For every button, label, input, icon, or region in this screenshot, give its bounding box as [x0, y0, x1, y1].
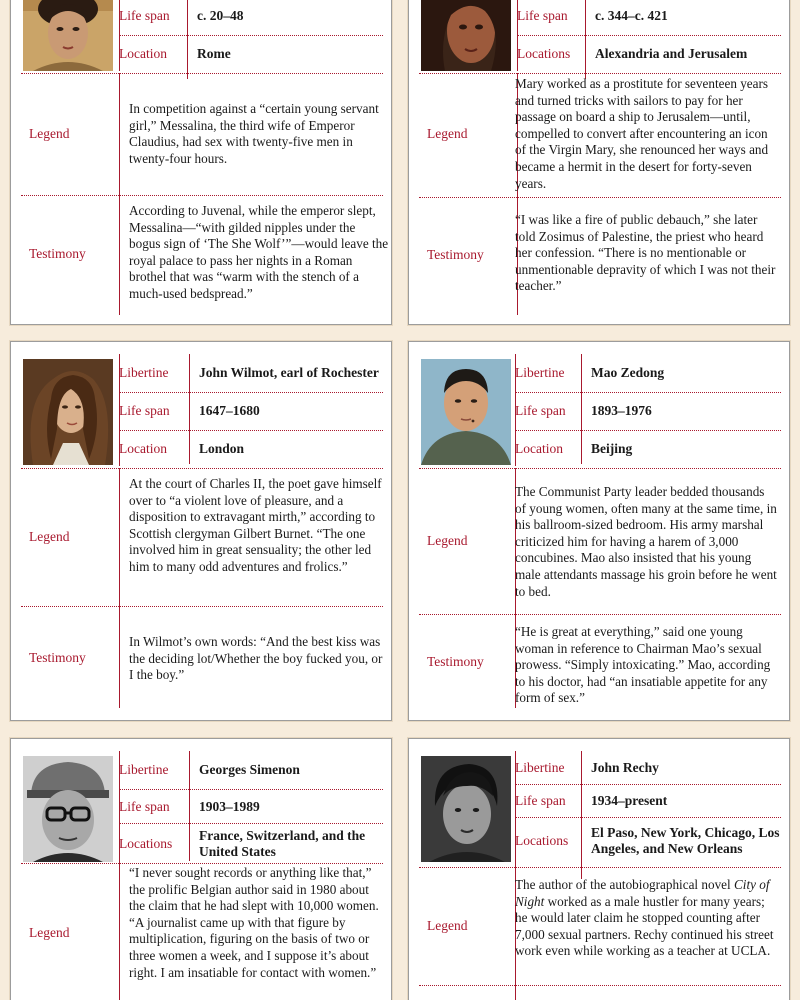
location-value: London	[199, 441, 245, 456]
libertine-row	[515, 356, 785, 390]
life-span-row	[119, 394, 389, 428]
location-row	[515, 432, 785, 466]
legend-text-post: worked as a male hustler for many years; he would later claim he stopped counting after 7,000 sexual partners. Rechy continued his street work even while working as a teacher at UCLA.	[515, 893, 774, 959]
testimony-text: According to Juvenal, while the emperor slept, Messalina—“with gilded nipples under the bogus sign of ‘The She Wolf’”—would leave the royal palace to pass her nights in a Roman brothel that was “warm with the stench of a much-used bedspread.”	[129, 203, 389, 301]
life-span-row	[515, 786, 785, 816]
life-span-row	[517, 0, 787, 33]
libertine-card-mary	[408, 0, 790, 325]
portrait-wilmot	[23, 359, 113, 465]
life-span-row	[515, 394, 785, 428]
libertine-name: John Wilmot, earl of Rochester	[199, 365, 379, 380]
location-row	[515, 819, 785, 863]
legend-text: The Communist Party leader bedded thousands of young women, often many at the same time, in his ballroom-sized bedroom. His army marshal criticized him for having a harem of 3,000 concubines. Mao also insisted that his young male attendants massage his groin before he went to bed.	[515, 484, 777, 599]
testimony-label: Testimony	[29, 650, 86, 665]
libertine-card-simenon	[10, 738, 392, 1000]
location-label: Location	[119, 441, 167, 456]
location-label: Location	[119, 46, 167, 61]
life-span-label: Life span	[515, 793, 566, 808]
libertine-card-messalina	[10, 0, 392, 325]
legend-label: Legend	[427, 533, 468, 548]
location-row	[119, 432, 389, 466]
locations-label: Locations	[517, 46, 571, 61]
testimony-text: “I was like a fire of public debauch,” she later told Zosimus of Palestine, the priest who heard her confession. “There is no mentionable or unmentionable depravity of which I was not their teacher.”	[515, 212, 776, 294]
libertine-label: Libertine	[119, 762, 169, 777]
location-value: Rome	[197, 46, 231, 61]
libertine-card-rechy	[408, 738, 790, 1000]
testimony-text: In Wilmot’s own words: “And the best kiss was the deciding lot/Whether the boy fucked you, or I the boy.”	[129, 634, 383, 683]
locations-label: Locations	[515, 833, 569, 848]
legend-text-pre: The author of the autobiographical novel	[515, 877, 731, 892]
location-row	[517, 37, 787, 71]
legend-label: Legend	[29, 126, 70, 141]
location-label: Location	[515, 441, 563, 456]
life-span-row	[119, 791, 389, 823]
life-span-value: 1647–1680	[199, 403, 260, 418]
legend-text: At the court of Charles II, the poet gave himself over to “a violent love of pleasure, and a disposition to extravagant mirth,” according to Scottish clergyman Gilbert Burnet. “The one involved him in great sensuality; the other led him to many odd adventures and frolics.”	[129, 476, 382, 574]
portrait-messalina	[23, 0, 113, 71]
libertine-name: Georges Simenon	[199, 762, 300, 777]
portrait-mary	[421, 0, 511, 71]
life-span-label: Life span	[119, 8, 170, 23]
libertine-label: Libertine	[515, 365, 565, 380]
libertine-name: John Rechy	[591, 760, 659, 775]
location-row	[119, 825, 389, 863]
libertine-card-wilmot	[10, 341, 392, 721]
location-value: Beijing	[591, 441, 633, 456]
testimony-text: “He is great at everything,” said one young woman in reference to Chairman Mao’s sexual prowess. “Simply intoxicating.” Mao, according to his doctor, had “an insatiable appetite for any form of sex.”	[515, 624, 771, 706]
libertine-label: Libertine	[119, 365, 169, 380]
legend-text: Mary worked as a prostitute for seventeen years and turned tricks with sailors to pay for her passage on board a ship to Jerusalem—until, compelled to convert after encountering an icon of the Virgin Mary, she renounced her ways and became a hermit in the desert for forty-seven years.	[515, 76, 769, 191]
legend-label: Legend	[427, 126, 468, 141]
legend-text	[515, 877, 777, 960]
libertine-row	[119, 753, 389, 787]
life-span-value: 1903–1989	[199, 799, 260, 814]
testimony-label: Testimony	[427, 654, 484, 669]
legend-label: Legend	[427, 918, 468, 933]
life-span-label: Life span	[119, 799, 170, 814]
book-title: City of Night	[515, 877, 770, 909]
life-span-row	[119, 0, 389, 33]
life-span-value: 1934–present	[591, 793, 668, 808]
location-row	[119, 37, 389, 71]
legend-label: Legend	[29, 925, 70, 940]
libertine-row	[515, 753, 785, 783]
portrait-mao	[421, 359, 511, 465]
location-value: Alexandria and Jerusalem	[595, 46, 748, 61]
legend-label: Legend	[29, 529, 70, 544]
libertine-row	[119, 356, 389, 390]
legend-text: “I never sought records or anything like that,” the prolific Belgian author said in 1980 about the claim that he had slept with 10,000 women. “A journalist came up with that figure by multiplication, figuring on the basis of two or three women a week, and I suppose it’s about right. I am insatiable for contact with women.”	[129, 865, 379, 980]
portrait-rechy	[421, 756, 511, 862]
life-span-value: 1893–1976	[591, 403, 652, 418]
life-span-value: c. 20–48	[197, 8, 244, 23]
libertine-card-mao	[408, 341, 790, 721]
location-value: El Paso, New York, Chicago, Los Angeles, and New Orleans	[591, 825, 780, 856]
testimony-label: Testimony	[427, 247, 484, 262]
portrait-simenon	[23, 756, 113, 862]
legend-text: In competition against a “certain young servant girl,” Messalina, the third wife of Emperor Claudius, had sex with twenty-five men in twenty-four hours.	[129, 101, 379, 166]
life-span-value: c. 344–c. 421	[595, 8, 668, 23]
testimony-label: Testimony	[29, 246, 86, 261]
libertine-label: Libertine	[515, 760, 565, 775]
life-span-label: Life span	[515, 403, 566, 418]
life-span-label: Life span	[119, 403, 170, 418]
locations-label: Locations	[119, 836, 173, 851]
life-span-label: Life span	[517, 8, 568, 23]
libertine-name: Mao Zedong	[591, 365, 665, 380]
location-value: France, Switzerland, and the United States	[199, 828, 366, 859]
